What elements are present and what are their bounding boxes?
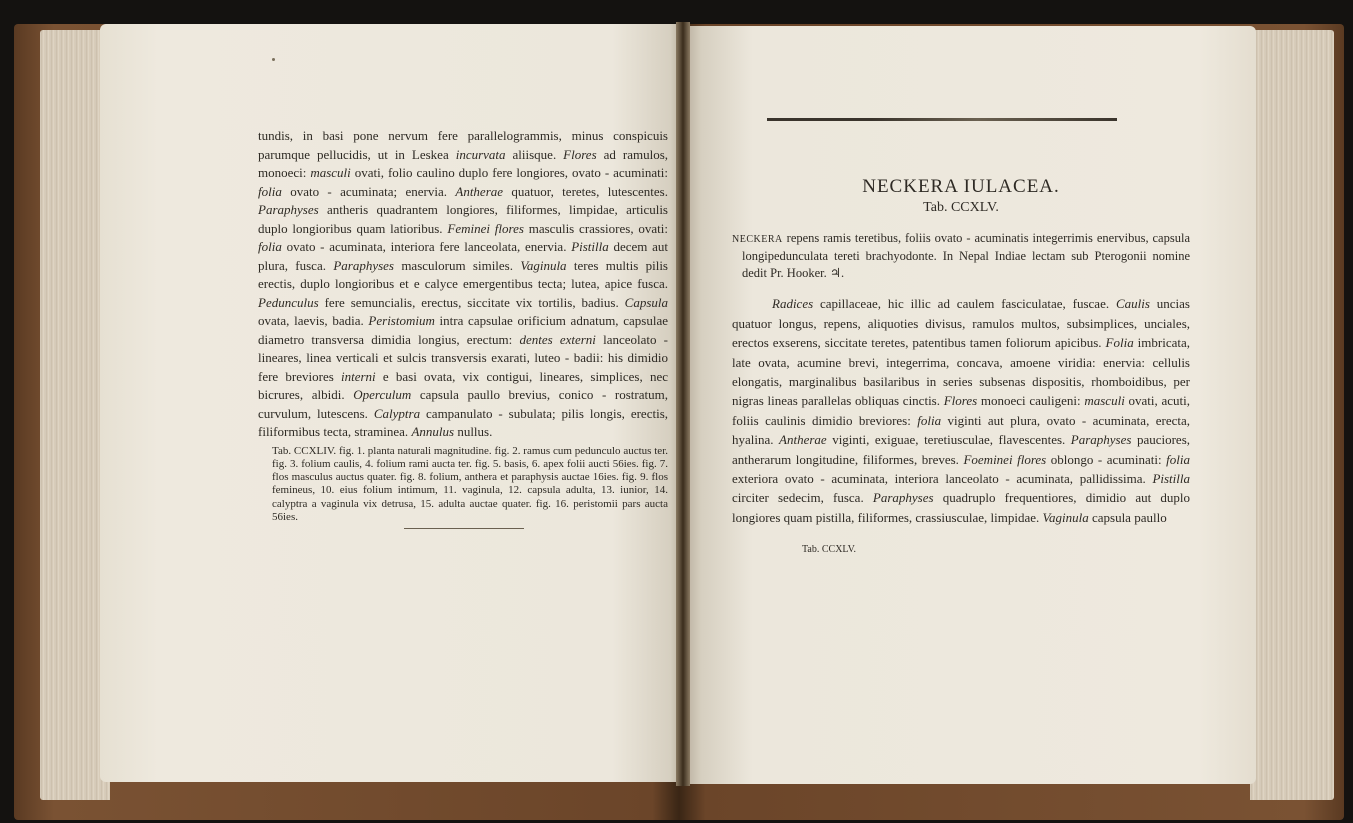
diagnosis-text: repens ramis teretibus, foliis ovato - acuminatis integerrimis enervibus, capsula longipedunculata tereti brachyodonte. In Nepal Indiae lectam sub Pterogonii nomine dedit Pr. Hooker. ♃. bbox=[742, 230, 1190, 280]
italic-term: folia bbox=[917, 412, 942, 428]
plate-number: Tab. CCXLV. bbox=[923, 200, 999, 216]
italic-term: Vaginula bbox=[520, 257, 567, 273]
italic-term: Antherae bbox=[455, 183, 504, 199]
italic-term: Pistilla bbox=[571, 239, 609, 254]
text-run: quadruplo frequentiores, dimidio aut duplo longiores quam pistilla, filiformes, crassiusculae, limpidae. bbox=[732, 490, 1191, 525]
italic-term: Vaginula bbox=[1042, 509, 1089, 525]
italic-term: Flores bbox=[943, 393, 978, 409]
italic-term: masculi bbox=[310, 165, 351, 180]
italic-term: Operculum bbox=[353, 387, 412, 402]
italic-term: incurvata bbox=[455, 146, 506, 162]
italic-term: interni bbox=[341, 368, 376, 384]
page-edges-right bbox=[1250, 30, 1334, 800]
text-run: oblongo - acuminati: bbox=[1046, 451, 1167, 467]
text-run: ovato - acuminata; enervia. bbox=[281, 183, 456, 199]
italic-term: Pistilla bbox=[1152, 471, 1190, 487]
text-run: ovati, acuti, foliis caulinis dimidio breviores: bbox=[732, 393, 1190, 428]
italic-term: folia bbox=[258, 183, 282, 199]
text-run: masculorum similes. bbox=[393, 257, 521, 273]
paper-spot bbox=[272, 58, 275, 61]
plate-caption: Tab. CCXLIV. fig. 1. planta naturali magnitudine. fig. 2. ramus cum pedunculo auctus ter. fig. 3. folium caulis, 4. folium rami aucta ter. fig. 5. basis, 6. apex folii aucti 56ies. fig. 7. flos masculus auctus quater. fig. 8. folium, anthera et paraphysis auctae 16ies. fig. 9. flos femineus, 10. eius folium intimum, 11. vaginula, 12. capsula adulta, 13. iunior, 14. calyptra a vaginula vix detrusa, 15. adulta auctae quater. fig. 16. peristomii pars aucta 56ies. bbox=[272, 444, 668, 523]
italic-term: Calyptra bbox=[373, 405, 421, 421]
text-run: capsula paullo brevius, conico - rostratum, curvulum, lutescens. bbox=[258, 387, 668, 421]
text-run: uncias quatuor longus, repens, aliquoties divisus, ramulos multos, subsimplices, unciales, erectos exserens, siccitate teretes, patentibus tamen foliorum apicibus. bbox=[732, 296, 1190, 351]
italic-term: Peristomium bbox=[368, 313, 435, 328]
text-run: aliisque. bbox=[505, 146, 564, 162]
text-run: ovati, folio caulino duplo fere longiores, ovato - acuminati: bbox=[350, 165, 668, 180]
italic-term: Paraphyses bbox=[258, 202, 319, 217]
text-run: lanceolato - lineares, linea verticali et sulcis transversis exarati, luteo - badii: his dimidio fere breviores bbox=[258, 331, 668, 384]
italic-term: Annulus bbox=[411, 424, 455, 439]
text-run: teres multis pilis erectis, duplo longioribus et e calyce emergentibus tecta; lutea, apice fusca. bbox=[258, 257, 668, 291]
text-run: quatuor, teretes, lutescentes. bbox=[503, 183, 668, 199]
text-run: decem aut plura, fusca. bbox=[258, 239, 669, 273]
text-run: viginti aut plura, ovato - acuminata, erecta, hyalina. bbox=[732, 412, 1191, 448]
text-run: masculis crassiores, ovati: bbox=[523, 220, 668, 236]
italic-term: Radices bbox=[772, 296, 814, 312]
page-footer: Tab. CCXLV. bbox=[802, 544, 857, 556]
description-paragraph bbox=[258, 127, 668, 442]
text-run: viginti, exiguae, teretiusculae, flavescentes. bbox=[826, 432, 1071, 448]
italic-term: Feminei flores bbox=[447, 220, 524, 236]
italic-term: Folia bbox=[1105, 335, 1134, 351]
text-run: monoeci cauligeni: bbox=[977, 393, 1085, 409]
italic-term: Antherae bbox=[779, 432, 827, 448]
text-run: ovato - acuminata, interiora fere lanceolata, enervia. bbox=[281, 239, 572, 254]
description-paragraph-right bbox=[732, 294, 1190, 527]
species-title: NECKERA IULACEA. bbox=[862, 176, 1060, 197]
text-run: campanulato - subulata; pilis longis, erectis, filiformibus tecta, straminea. bbox=[258, 405, 668, 439]
text-run: ad ramulos, monoeci: bbox=[258, 146, 668, 180]
diagnosis-paragraph bbox=[732, 230, 1190, 282]
right-page-text bbox=[732, 118, 1190, 559]
text-run: circiter sedecim, fusca. bbox=[732, 490, 873, 506]
italic-term: Flores bbox=[563, 146, 597, 162]
italic-term: folia bbox=[258, 239, 282, 254]
italic-term: folia bbox=[1166, 451, 1190, 467]
text-run: imbricata, late ovata, acumine brevi, integerrima, concava, amoene viridia: enervia: cellulis elongatis, marginalibus basilaribus in series subsenas dispositis, rhomboidibus, per nigras lineas parallelas obliquas cinctis. bbox=[732, 335, 1190, 409]
text-run: nullus. bbox=[454, 424, 493, 439]
italic-term: masculi bbox=[1084, 393, 1125, 409]
text-run: intra capsulae orificium adnatum, capsulae diametro transversa dimidia longius, erectum: bbox=[258, 313, 668, 347]
text-run: antheris quadrantem longiores, filiformes, limpidae, articulis duplo longioribus quam latioribus. bbox=[258, 202, 668, 236]
italic-term: Paraphyses bbox=[333, 257, 394, 273]
text-run: capillaceae, hic illic ad caulem fasciculatae, fuscae. bbox=[813, 296, 1116, 312]
book-gutter bbox=[676, 22, 690, 786]
text-run: e basi ovata, vix contigui, lineares, simplices, nec bicrures, albidi. bbox=[258, 368, 668, 402]
italic-term: Foeminei flores bbox=[963, 451, 1047, 467]
header-rule bbox=[767, 118, 1117, 121]
italic-term: Pedunculus bbox=[258, 294, 319, 310]
text-run: fere semuncialis, erectus, siccitate vix tortilis, badius. bbox=[318, 294, 625, 310]
left-page-text bbox=[258, 127, 668, 529]
text-run: pauciores, antherarum longitudine, filiformes, breves. bbox=[732, 432, 1191, 467]
text-run: tundis, in basi pone nervum fere parallelogrammis, minus conspicuis parumque pellucidis, ut in Leskea bbox=[258, 128, 668, 162]
text-run: capsula paullo bbox=[1088, 509, 1167, 525]
genus-smallcaps: NECKERA bbox=[732, 233, 783, 245]
text-run: ovata, laevis, badia. bbox=[258, 313, 369, 328]
italic-term: Caulis bbox=[1115, 296, 1150, 312]
italic-term: Paraphyses bbox=[872, 490, 934, 506]
italic-term: Capsula bbox=[624, 294, 668, 310]
italic-term: dentes externi bbox=[519, 331, 596, 347]
italic-term: Paraphyses bbox=[1070, 432, 1132, 448]
text-run: exteriora ovato - acuminata, interiora lanceolato - acuminata, pallidissima. bbox=[732, 471, 1153, 487]
end-rule bbox=[404, 528, 524, 529]
